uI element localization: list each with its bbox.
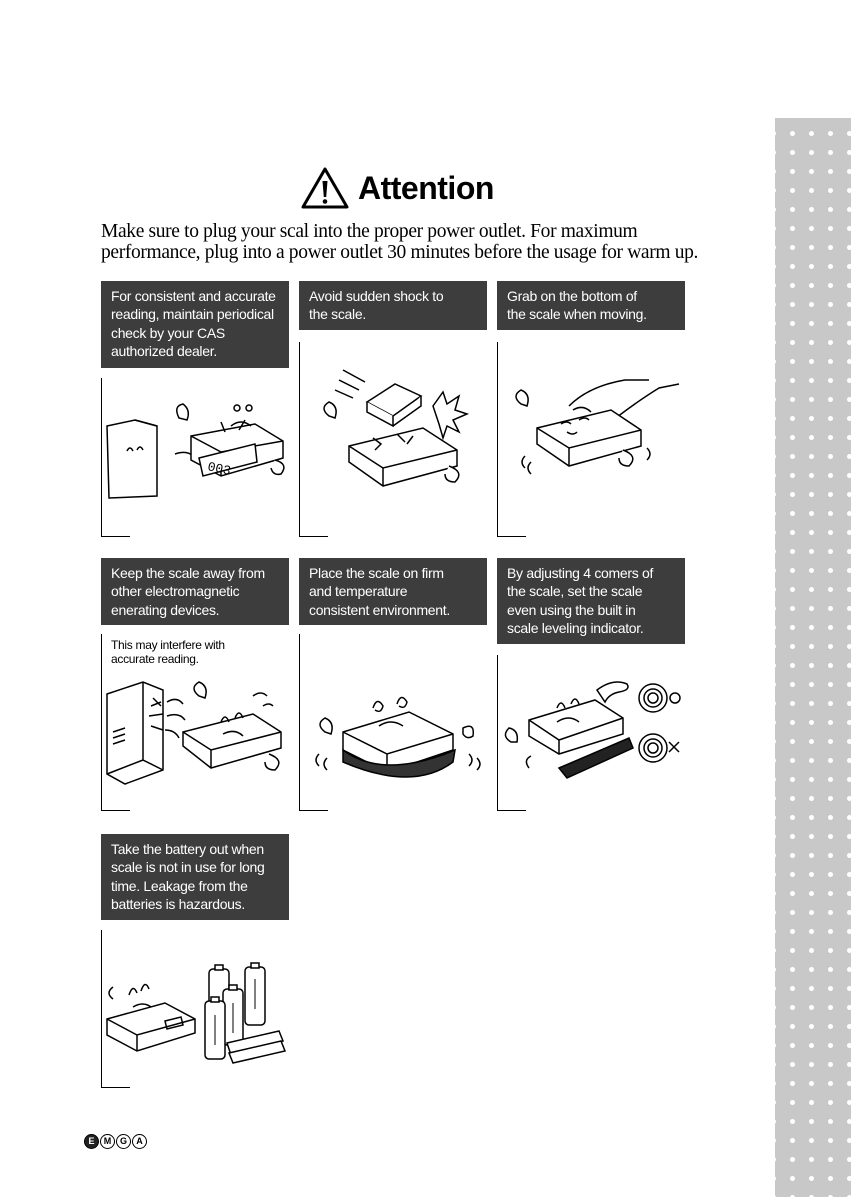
intro-line: performance, plug into a power outlet 30 minutes before the usage for warm up. xyxy=(101,242,699,263)
panel-caption-box xyxy=(299,281,487,330)
panel-caption-line: Avoid sudden shock to xyxy=(309,288,444,304)
scale-hands-lifting-icon xyxy=(511,376,683,496)
warning-triangle-icon xyxy=(300,166,350,210)
panel-caption-line: For consistent and accurate xyxy=(111,288,276,304)
scale-leveling-indicator-icon xyxy=(501,678,689,794)
panel-caption-line: Place the scale on firm xyxy=(309,565,444,581)
logo-letter: E xyxy=(84,1134,99,1149)
panel-caption-box xyxy=(497,281,685,330)
panel-caption-line: reading, maintain periodical xyxy=(111,306,274,323)
panel-caption-box xyxy=(101,834,289,920)
attention-heading xyxy=(300,163,494,213)
panel-caption-line: enerating devices. xyxy=(111,601,220,618)
panel-note-line: This may interfere with xyxy=(111,638,225,652)
panel-caption-line: consistent environment. xyxy=(309,601,450,618)
panel-caption-line: Grab on the bottom of xyxy=(507,288,637,304)
panel-caption-line: Take the battery out when xyxy=(111,841,264,857)
panel-caption-line: the scale, set the scale xyxy=(507,583,643,600)
svg-text:003: 003 xyxy=(206,459,233,479)
scale-display-checking-icon xyxy=(105,396,289,516)
panel-caption-line: the scale. xyxy=(309,306,366,323)
panel-note xyxy=(111,638,225,666)
scale-electromagnetic-interference-icon xyxy=(103,676,289,796)
panel-caption-line: even using the built in xyxy=(507,601,636,618)
intro-line: Make sure to plug your scal into the proper power outlet. For maximum xyxy=(101,221,638,242)
side-dot-strip xyxy=(775,118,851,1197)
panel-caption-line: Keep the scale away from xyxy=(111,565,265,581)
panel-caption-line: By adjusting 4 comers of xyxy=(507,565,654,581)
panel-caption-line: other electromagnetic xyxy=(111,583,240,600)
panel-caption-line: scale leveling indicator. xyxy=(507,620,644,637)
panel-caption-line: and temperature xyxy=(309,583,408,600)
panel-caption-line: scale is not in use for long xyxy=(111,859,265,876)
scale-batteries-icon xyxy=(105,959,289,1075)
attention-title: Attention xyxy=(358,169,494,206)
panel-caption-line: time. Leakage from the xyxy=(111,877,248,894)
logo-letter: G xyxy=(116,1134,131,1149)
logo-letter: A xyxy=(132,1134,147,1149)
scale-unstable-surface-icon xyxy=(313,688,485,800)
panel-caption-line: the scale when moving. xyxy=(507,306,647,323)
panel-caption-box xyxy=(497,558,685,644)
scale-sudden-shock-icon xyxy=(313,366,485,496)
panel-caption-box xyxy=(101,558,289,625)
logo-letter: M xyxy=(100,1134,115,1149)
intro-paragraph xyxy=(101,221,701,263)
panel-note-line: accurate reading. xyxy=(111,652,199,666)
panel-caption-line: batteries is hazardous. xyxy=(111,896,245,913)
panel-caption-box xyxy=(299,558,487,625)
emga-logo-icon xyxy=(84,1134,147,1149)
panel-caption-line: check by your CAS xyxy=(111,324,225,341)
panel-caption-line: authorized dealer. xyxy=(111,343,217,360)
panel-caption-box xyxy=(101,281,289,368)
